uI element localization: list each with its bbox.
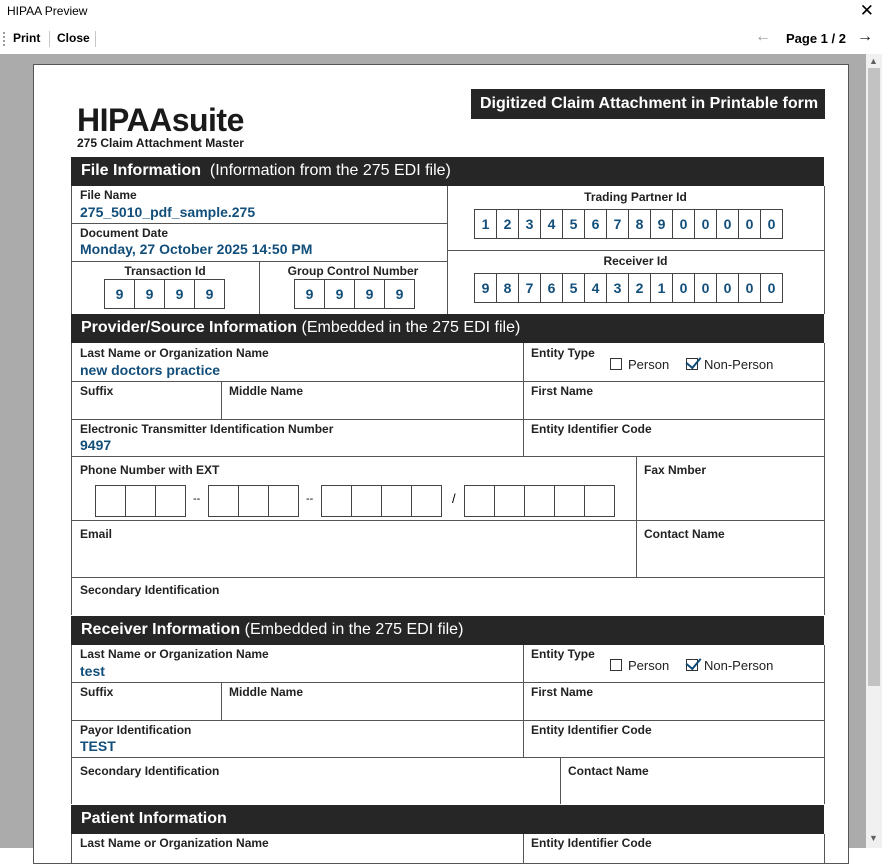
checkbox-icon[interactable] bbox=[610, 659, 622, 671]
phone-line-boxes bbox=[322, 485, 442, 517]
digit-box: 0 bbox=[672, 209, 695, 239]
phone-box bbox=[268, 485, 299, 517]
vertical-scrollbar[interactable] bbox=[866, 54, 882, 848]
fax-label: Fax Nmber bbox=[644, 463, 707, 477]
digit-box: 9 bbox=[324, 279, 355, 309]
person-label: Person bbox=[628, 658, 670, 673]
receiver-id-label: Receiver Id bbox=[603, 254, 668, 268]
provider-info-heading bbox=[71, 314, 824, 343]
receiver-last-name-value: test bbox=[80, 663, 105, 679]
phone-box bbox=[95, 485, 126, 517]
section-note: (Embedded in the 275 EDI file) bbox=[244, 621, 464, 638]
digit-box: 1 bbox=[650, 273, 673, 303]
digit-box: 0 bbox=[716, 209, 739, 239]
person-label: Person bbox=[628, 357, 670, 372]
provider-first-name-label: First Name bbox=[531, 384, 594, 398]
section-title: Patient Information bbox=[81, 810, 227, 827]
digit-box: 9 bbox=[294, 279, 325, 309]
document-page bbox=[33, 64, 849, 864]
digit-box: 9 bbox=[104, 279, 135, 309]
email-label: Email bbox=[80, 527, 113, 541]
etin-value: 9497 bbox=[80, 437, 112, 453]
digit-box: 3 bbox=[518, 209, 541, 239]
non-person-label: Non-Person bbox=[704, 357, 774, 372]
digit-box: 9 bbox=[384, 279, 415, 309]
checked-checkbox-icon[interactable] bbox=[686, 358, 698, 370]
transaction-id-label: Transaction Id bbox=[124, 264, 206, 278]
phone-box bbox=[381, 485, 412, 517]
receiver-person-option[interactable] bbox=[610, 658, 669, 673]
print-button[interactable]: Print bbox=[13, 31, 41, 45]
digit-box: 4 bbox=[584, 273, 607, 303]
file-name-value: 275_5010_pdf_sample.275 bbox=[80, 204, 256, 220]
digit-box: 0 bbox=[760, 273, 783, 303]
document-date-label: Document Date bbox=[80, 226, 169, 240]
toolbar-separator bbox=[95, 31, 96, 47]
checked-checkbox-icon[interactable] bbox=[686, 659, 698, 671]
scroll-down-icon[interactable]: ▼ bbox=[869, 833, 878, 843]
toolbar bbox=[0, 24, 882, 54]
receiver-non-person-option[interactable] bbox=[686, 658, 773, 673]
file-info-heading bbox=[71, 157, 824, 186]
checkbox-icon[interactable] bbox=[610, 358, 622, 370]
provider-contact-name-label: Contact Name bbox=[644, 527, 725, 541]
phone-area-boxes bbox=[96, 485, 186, 517]
phone-box bbox=[411, 485, 442, 517]
phone-box bbox=[321, 485, 352, 517]
patient-last-name-label: Last Name or Organization Name bbox=[80, 836, 269, 850]
receiver-contact-name-label: Contact Name bbox=[568, 764, 649, 778]
transaction-id-boxes bbox=[105, 279, 225, 309]
toolbar-separator bbox=[49, 31, 50, 47]
digit-box: 1 bbox=[474, 209, 497, 239]
phone-dash: -- bbox=[306, 493, 314, 505]
file-name-label: File Name bbox=[80, 188, 137, 202]
window-title: HIPAA Preview bbox=[7, 4, 88, 18]
trading-partner-label: Trading Partner Id bbox=[584, 190, 687, 204]
phone-box bbox=[524, 485, 555, 517]
digit-box: 8 bbox=[628, 209, 651, 239]
section-title: Receiver Information bbox=[81, 621, 241, 638]
digit-box: 9 bbox=[474, 273, 497, 303]
digit-box: 0 bbox=[716, 273, 739, 303]
digit-box: 0 bbox=[694, 273, 717, 303]
section-title: Provider/Source Information bbox=[81, 319, 298, 336]
payor-id-value: TEST bbox=[80, 738, 116, 754]
scrollbar-thumb[interactable] bbox=[868, 68, 880, 686]
digit-box: 0 bbox=[760, 209, 783, 239]
phone-box bbox=[584, 485, 615, 517]
phone-box bbox=[238, 485, 269, 517]
group-control-boxes bbox=[295, 279, 415, 309]
receiver-entity-id-code-label: Entity Identifier Code bbox=[531, 723, 652, 737]
phone-prefix-boxes bbox=[209, 485, 299, 517]
patient-info-heading bbox=[71, 805, 824, 834]
document-date-value: Monday, 27 October 2025 14:50 PM bbox=[80, 241, 313, 257]
digit-box: 2 bbox=[496, 209, 519, 239]
digit-box: 0 bbox=[738, 273, 761, 303]
digit-box: 6 bbox=[540, 273, 563, 303]
digit-box: 9 bbox=[650, 209, 673, 239]
digit-box: 5 bbox=[562, 209, 585, 239]
logo: HIPAAsuite bbox=[77, 102, 244, 138]
close-icon[interactable]: ✕ bbox=[859, 1, 874, 20]
receiver-last-name-label: Last Name or Organization Name bbox=[80, 647, 269, 661]
provider-non-person-option[interactable] bbox=[686, 357, 773, 372]
title-bar bbox=[0, 0, 882, 24]
digit-box: 7 bbox=[606, 209, 629, 239]
receiver-info-heading bbox=[71, 616, 824, 645]
provider-person-option[interactable] bbox=[610, 357, 669, 372]
phone-ext-boxes bbox=[465, 485, 615, 517]
provider-entity-id-code-label: Entity Identifier Code bbox=[531, 422, 652, 436]
receiver-first-name-label: First Name bbox=[531, 685, 594, 699]
digit-box: 9 bbox=[354, 279, 385, 309]
digit-box: 9 bbox=[194, 279, 225, 309]
logo-subtitle: 275 Claim Attachment Master bbox=[77, 136, 244, 150]
scroll-up-icon[interactable]: ▲ bbox=[869, 56, 878, 66]
phone-box bbox=[125, 485, 156, 517]
provider-middle-name-label: Middle Name bbox=[229, 384, 304, 398]
receiver-entity-type-label: Entity Type bbox=[531, 647, 595, 661]
digit-box: 0 bbox=[738, 209, 761, 239]
provider-suffix-label: Suffix bbox=[80, 384, 114, 398]
section-title: File Information bbox=[81, 162, 201, 179]
phone-dash: -- bbox=[193, 493, 201, 505]
phone-box bbox=[208, 485, 239, 517]
digit-box: 0 bbox=[672, 273, 695, 303]
trading-partner-boxes bbox=[475, 209, 783, 239]
digit-box: 8 bbox=[496, 273, 519, 303]
etin-label: Electronic Transmitter Identification Number bbox=[80, 422, 334, 436]
digit-box: 0 bbox=[694, 209, 717, 239]
section-note: (Embedded in the 275 EDI file) bbox=[301, 319, 521, 336]
digit-box: 9 bbox=[134, 279, 165, 309]
patient-entity-id-code-label: Entity Identifier Code bbox=[531, 836, 652, 850]
receiver-middle-name-label: Middle Name bbox=[229, 685, 304, 699]
receiver-id-boxes bbox=[475, 273, 783, 303]
phone-box bbox=[554, 485, 585, 517]
page-indicator: Page 1 / 2 bbox=[786, 31, 846, 46]
phone-box bbox=[351, 485, 382, 517]
payor-id-label: Payor Identification bbox=[80, 723, 192, 737]
receiver-suffix-label: Suffix bbox=[80, 685, 114, 699]
non-person-label: Non-Person bbox=[704, 658, 774, 673]
section-note: (Information from the 275 EDI file) bbox=[209, 162, 451, 179]
digit-box: 4 bbox=[540, 209, 563, 239]
digit-box: 5 bbox=[562, 273, 585, 303]
digit-box: 3 bbox=[606, 273, 629, 303]
phone-box bbox=[464, 485, 495, 517]
provider-last-name-label: Last Name or Organization Name bbox=[80, 346, 269, 360]
toolbar-grip[interactable] bbox=[3, 32, 5, 46]
close-button[interactable]: Close bbox=[57, 31, 90, 45]
provider-secondary-id-label: Secondary Identification bbox=[80, 583, 220, 597]
digit-box: 7 bbox=[518, 273, 541, 303]
phone-slash: / bbox=[452, 491, 456, 506]
digit-box: 9 bbox=[164, 279, 195, 309]
provider-last-name-value: new doctors practice bbox=[80, 362, 221, 378]
phone-box bbox=[155, 485, 186, 517]
phone-label: Phone Number with EXT bbox=[80, 463, 220, 477]
receiver-secondary-id-label: Secondary Identification bbox=[80, 764, 220, 778]
provider-entity-type-label: Entity Type bbox=[531, 346, 595, 360]
digit-box: 6 bbox=[584, 209, 607, 239]
form-banner: Digitized Claim Attachment in Printable form bbox=[471, 89, 825, 119]
group-control-label: Group Control Number bbox=[287, 264, 419, 278]
next-page-icon[interactable]: → bbox=[857, 28, 873, 45]
previous-page-icon[interactable]: ← bbox=[755, 28, 771, 45]
digit-box: 2 bbox=[628, 273, 651, 303]
phone-box bbox=[494, 485, 525, 517]
